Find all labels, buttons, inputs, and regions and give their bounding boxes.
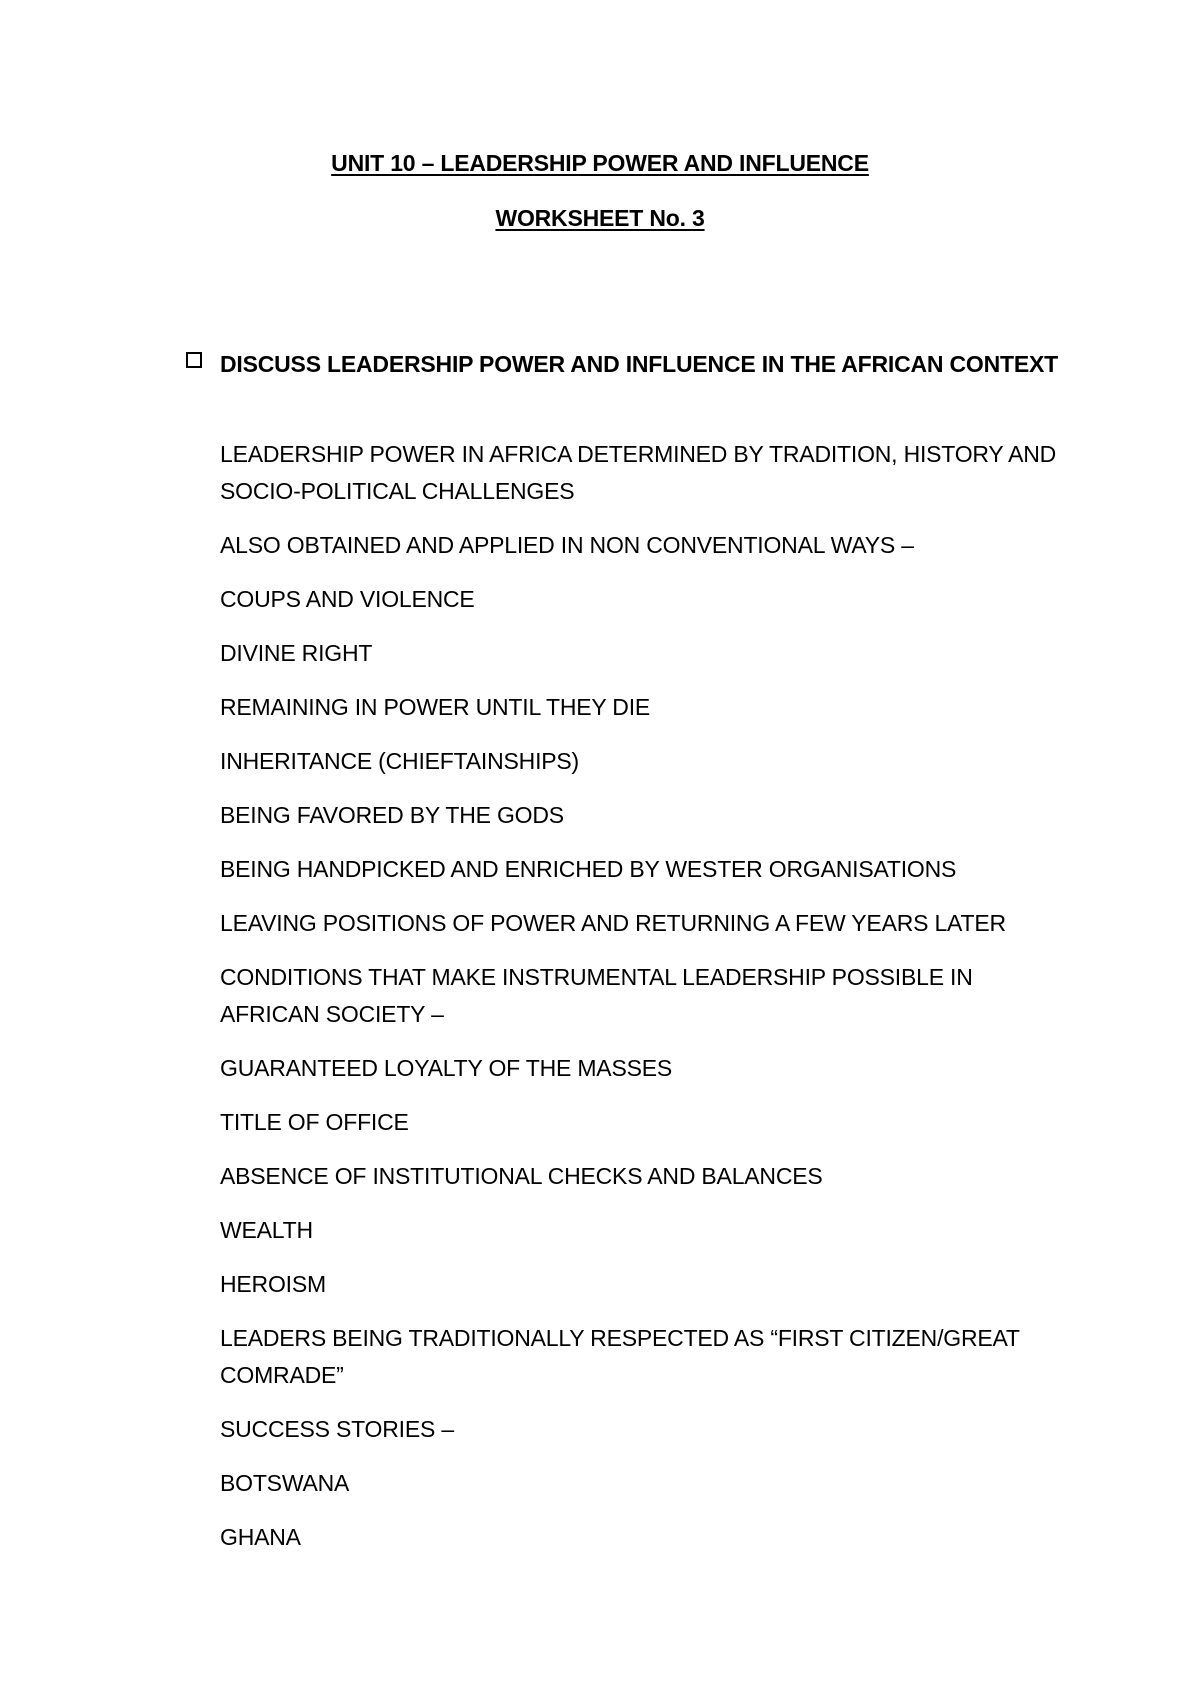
answer-line: REMAINING IN POWER UNTIL THEY DIE xyxy=(220,694,651,720)
answer-line: LEADERS BEING TRADITIONALLY RESPECTED AS “FIRST CITIZEN/GREAT COMRADE” xyxy=(220,1325,1020,1388)
answer-line: BEING FAVORED BY THE GODS xyxy=(220,802,564,828)
checkbox-square-icon xyxy=(186,352,202,368)
answer-line: SUCCESS STORIES – xyxy=(220,1416,454,1442)
answer-line: GUARANTEED LOYALTY OF THE MASSES xyxy=(220,1055,673,1081)
answer-line: BEING HANDPICKED AND ENRICHED BY WESTER ORGANISATIONS xyxy=(220,856,957,882)
answer-line: HEROISM xyxy=(220,1271,326,1297)
answer-line: INHERITANCE (CHIEFTAINSHIPS) xyxy=(220,748,580,774)
answer-line: COUPS AND VIOLENCE xyxy=(220,586,475,612)
answer-line: ALSO OBTAINED AND APPLIED IN NON CONVENTIONAL WAYS – xyxy=(220,532,914,558)
worksheet-title: WORKSHEET No. 3 xyxy=(495,205,705,231)
answer-line: CONDITIONS THAT MAKE INSTRUMENTAL LEADERSHIP POSSIBLE IN AFRICAN SOCIETY – xyxy=(220,964,973,1027)
answer-line: DIVINE RIGHT xyxy=(220,640,373,666)
answer-line: TITLE OF OFFICE xyxy=(220,1109,409,1135)
answer-line: LEAVING POSITIONS OF POWER AND RETURNING A FEW YEARS LATER xyxy=(220,910,1006,936)
unit-title: UNIT 10 – LEADERSHIP POWER AND INFLUENCE xyxy=(331,150,869,176)
answer-line: WEALTH xyxy=(220,1217,313,1243)
answer-line: GHANA xyxy=(220,1524,301,1550)
answer-line: ABSENCE OF INSTITUTIONAL CHECKS AND BALANCES xyxy=(220,1163,823,1189)
answer-line: LEADERSHIP POWER IN AFRICA DETERMINED BY TRADITION, HISTORY AND SOCIO-POLITICAL CHALLENGES xyxy=(220,441,1057,504)
question-heading: DISCUSS LEADERSHIP POWER AND INFLUENCE IN THE AFRICAN CONTEXT xyxy=(220,351,1058,377)
answer-line: BOTSWANA xyxy=(220,1470,350,1496)
answer-lines xyxy=(220,436,1060,1573)
